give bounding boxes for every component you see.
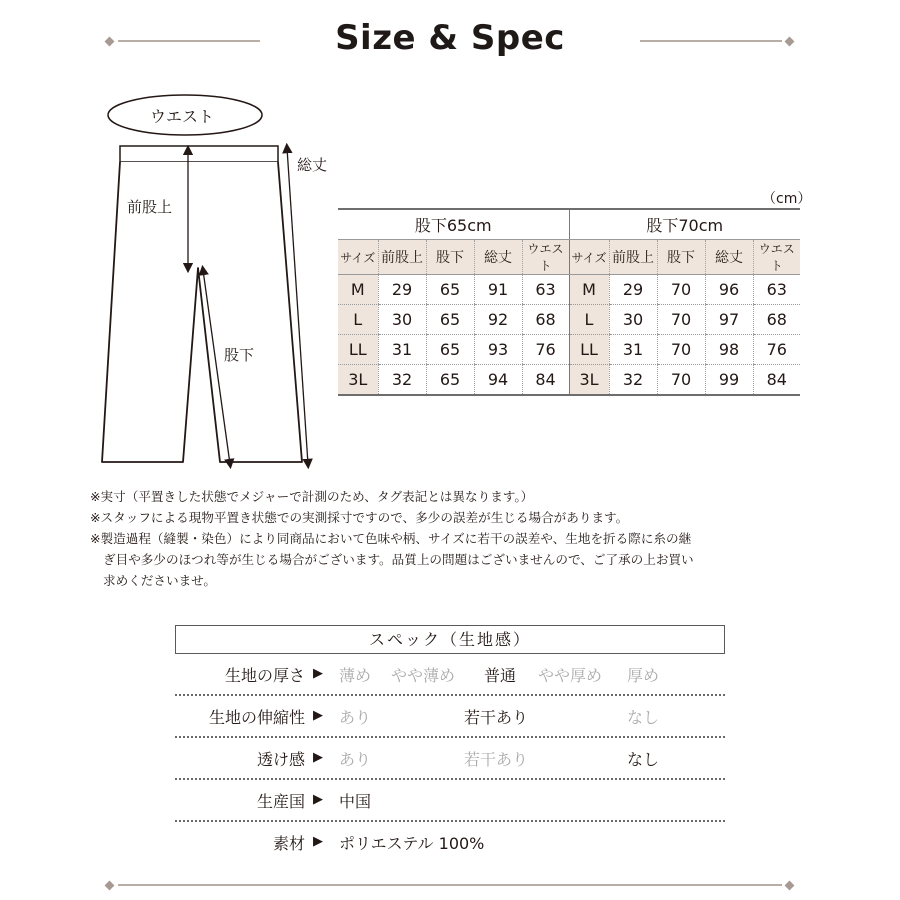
table-cell: 29	[378, 275, 426, 305]
size-cell: L	[338, 305, 378, 335]
unit-label: （cm）	[762, 191, 812, 207]
table-cell: 98	[705, 335, 753, 365]
table-row	[338, 275, 800, 305]
note-line: ぎ目や多少のほつれ等が生じる場合がございます。品質上の問題はございませんので、ご了承の上お買い	[103, 552, 694, 567]
size-cell: 3L	[569, 365, 609, 396]
group-title-65: 股下65cm	[338, 209, 569, 240]
page-title: Size & Spec	[335, 18, 565, 58]
table-cell: 30	[609, 305, 657, 335]
table-cell: 31	[609, 335, 657, 365]
arrow-icon: ▶	[313, 834, 323, 849]
table-cell: 65	[426, 365, 474, 396]
table-cell: 76	[753, 335, 800, 365]
column-header: 股下	[657, 240, 705, 275]
size-cell: LL	[569, 335, 609, 365]
size-cell: M	[338, 275, 378, 305]
table-row	[338, 335, 800, 365]
table-cell: 91	[474, 275, 522, 305]
right-header-rule	[640, 40, 782, 42]
spec-label: 素材	[272, 834, 305, 853]
size-cell: LL	[338, 335, 378, 365]
note-line: 求めくださいませ。	[103, 573, 216, 588]
column-header: 前股上	[609, 240, 657, 275]
table-cell: 65	[426, 305, 474, 335]
arrow-icon: ▶	[313, 792, 323, 807]
table-cell: 32	[378, 365, 426, 396]
left-header-rule	[118, 40, 260, 42]
spec-option-selected: なし	[627, 750, 660, 769]
table-cell: 70	[657, 275, 705, 305]
column-header: 総丈	[705, 240, 753, 275]
column-header: 股下	[426, 240, 474, 275]
size-cell: M	[569, 275, 609, 305]
inseam-label: 股下	[224, 346, 255, 364]
table-cell: 84	[753, 365, 800, 396]
column-header: 前股上	[378, 240, 426, 275]
notes-block	[90, 486, 820, 591]
column-header: ウエスト	[753, 240, 800, 275]
spec-label: 生産国	[256, 792, 305, 811]
table-cell: 76	[522, 335, 569, 365]
front-rise-label: 前股上	[127, 198, 173, 216]
spec-row-transparency	[175, 739, 725, 780]
footer-right-diamond-ornament	[785, 881, 795, 891]
table-cell: 29	[609, 275, 657, 305]
spec-option: あり	[339, 708, 372, 727]
pants-diagram	[90, 90, 340, 480]
table-cell: 30	[378, 305, 426, 335]
column-header: ウエスト	[522, 240, 569, 275]
table-cell: 70	[657, 335, 705, 365]
arrow-icon: ▶	[313, 666, 323, 681]
spec-row-thickness	[175, 655, 725, 696]
arrow-icon: ▶	[313, 750, 323, 765]
spec-label: 生地の厚さ	[224, 666, 305, 685]
arrow-icon: ▶	[313, 708, 323, 723]
footer-rule	[118, 884, 782, 886]
column-header: サイズ	[569, 240, 609, 275]
spec-option: なし	[627, 708, 660, 727]
waist-label: ウエスト	[150, 107, 215, 126]
footer-left-diamond-ornament	[105, 881, 115, 891]
spec-divider	[175, 820, 725, 822]
table-cell: 96	[705, 275, 753, 305]
spec-row-country	[175, 781, 725, 822]
group-title-70: 股下70cm	[569, 209, 800, 240]
spec-divider	[175, 694, 725, 696]
note-line: ※スタッフによる現物平置き状態での実測採寸ですので、多少の誤差が生じる場合があります。	[90, 510, 629, 525]
spec-option: やや厚め	[538, 666, 603, 685]
spec-option-selected: 普通	[484, 666, 517, 685]
table-row	[338, 365, 800, 396]
table-cell: 84	[522, 365, 569, 396]
table-cell: 32	[609, 365, 657, 396]
column-header: サイズ	[338, 240, 378, 275]
table-cell: 68	[753, 305, 800, 335]
note-line: ※製造過程（縫製・染色）により同商品において色味や柄、サイズに若干の誤差や、生地を折る際に糸の継	[90, 531, 692, 546]
column-header: 総丈	[474, 240, 522, 275]
spec-label: 生地の伸縮性	[208, 708, 305, 727]
table-cell: 93	[474, 335, 522, 365]
spec-option: 厚め	[627, 666, 660, 685]
table-row	[338, 305, 800, 335]
table-cell: 70	[657, 365, 705, 396]
table-cell: 65	[426, 275, 474, 305]
spec-label: 透け感	[256, 750, 305, 769]
spec-option: やや薄め	[391, 666, 456, 685]
spec-value: ポリエステル 100%	[339, 834, 485, 853]
table-cell: 63	[753, 275, 800, 305]
size-cell: L	[569, 305, 609, 335]
spec-divider	[175, 736, 725, 738]
spec-option-selected: 若干あり	[464, 708, 529, 727]
spec-option: 薄め	[339, 666, 372, 685]
size-cell: 3L	[338, 365, 378, 396]
table-cell: 99	[705, 365, 753, 396]
total-length-label: 総丈	[297, 156, 328, 174]
spec-divider	[175, 778, 725, 780]
table-cell: 68	[522, 305, 569, 335]
spec-row-stretch	[175, 697, 725, 738]
spec-option: あり	[339, 750, 372, 769]
table-cell: 97	[705, 305, 753, 335]
spec-value: 中国	[339, 792, 372, 811]
pants-waistband	[120, 146, 278, 162]
table-cell: 65	[426, 335, 474, 365]
spec-title: スペック（生地感）	[175, 625, 725, 654]
table-cell: 70	[657, 305, 705, 335]
spec-row-material	[175, 823, 725, 864]
note-line: ※実寸（平置きした状態でメジャーで計測のため、タグ表記とは異なります。）	[90, 489, 534, 504]
table-cell: 94	[474, 365, 522, 396]
table-cell: 63	[522, 275, 569, 305]
table-cell: 92	[474, 305, 522, 335]
size-table	[338, 208, 800, 396]
table-cell: 31	[378, 335, 426, 365]
spec-option: 若干あり	[464, 750, 529, 769]
